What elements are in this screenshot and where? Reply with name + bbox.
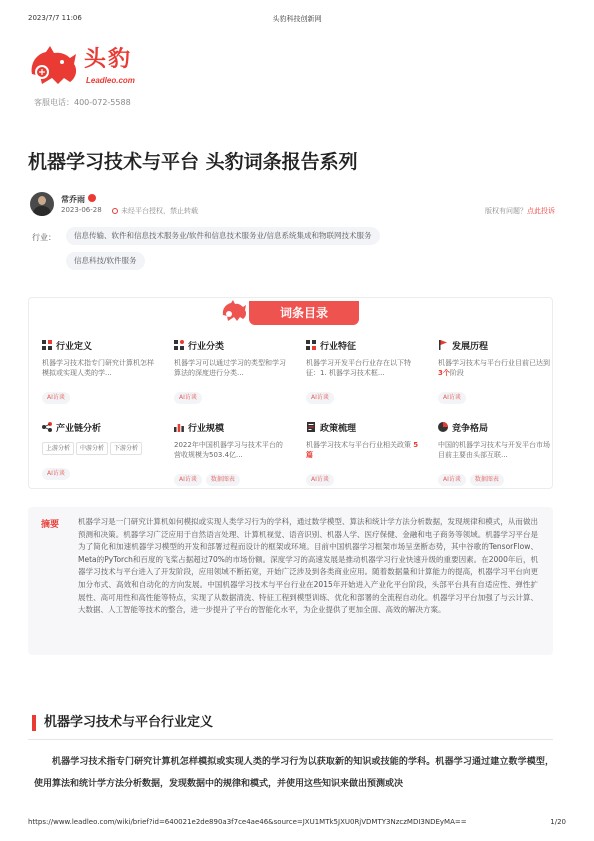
toc-card-title: 竞争格局 — [452, 424, 489, 434]
data-chart-chip[interactable]: 数据图表 — [470, 474, 504, 486]
toc-card-title: 发展历程 — [452, 342, 489, 352]
leopard-logo-icon — [221, 299, 247, 323]
chain-icon — [42, 422, 52, 432]
bar-chart-icon — [174, 422, 184, 432]
ai-interview-chip[interactable]: AI访谈 — [174, 392, 202, 404]
ai-interview-chip[interactable]: AI访谈 — [42, 392, 70, 404]
copyright-notice-text: 未经平台授权，禁止转载 — [121, 207, 198, 215]
leopard-logo-icon — [28, 44, 80, 88]
downstream-analysis-chip[interactable]: 下游分析 — [110, 442, 142, 455]
copyright-notice — [112, 206, 198, 216]
industry-label: 行业： — [32, 233, 56, 242]
pie-chart-icon — [438, 422, 448, 432]
toc-card-desc: 机器学习开发平台行业存在以下特征：1. 机器学习技术框... — [306, 359, 411, 377]
abstract-box — [28, 507, 553, 655]
toc-card-market-size[interactable] — [174, 422, 289, 486]
page-number: 1/20 — [550, 818, 566, 826]
toc-card-desc: 机器学习可以通过学习的类型和学习算法的深度进行分类... — [174, 359, 286, 377]
midstream-analysis-chip[interactable]: 中游分析 — [76, 442, 108, 455]
abstract-text: 机器学习是一门研究计算机如何模拟或实现人类学习行为的学科，通过数学模型、算法和统计学方法分析数据，发现规律和模式，从而做出预测和决策。机器学习广泛应用于自然语言处理、计算机视觉、语音识别、机器人学、医疗保健、金融和电子商务等领域。机器学习平台是为了简化和加速机器学习模型的开发和部署过程而设计的框架或环境。目前中国机器学习框架市场呈垄断态势，其中谷歌的TensorFlow、Meta的PyTorch和百度的飞桨占据超过70%的市场份额。深度学习的高速发展是推动机器学习行业快速升级的重要因素。在2000年后，机器学习技术与平台进入了开发阶段，应用领域不断拓宽，开始广泛涉及到各类商业应用。随着数据量和计算能力的提高，机器学习平台向更加分布式、高效和自动化的方向发展。中国机器学习技术与平台行业在2015年开始进入产业化平台阶段，头部平台具有自适应性、弹性扩展性、高可用性和高性能等特点，实现了从数据清洗、特征工程到模型训练、优化和部署的全流程自动化。机器学习平台加强了与云计算、大数据、人工智能等技术的整合，进一步提升了平台的智能化水平，为企业提供了更加全面、高效的解决方案。 — [78, 517, 538, 615]
ai-interview-chip[interactable]: AI访谈 — [174, 474, 202, 486]
print-header — [28, 14, 566, 26]
toc-card-title: 产业链分析 — [56, 424, 102, 434]
category-icon — [174, 340, 184, 350]
warning-icon — [112, 208, 118, 214]
ai-interview-chip[interactable]: AI访谈 — [306, 392, 334, 404]
toc-card-title: 行业分类 — [188, 342, 225, 352]
author-badge-icon — [88, 194, 96, 202]
section-body-text: 机器学习技术指专门研究计算机怎样模拟或实现人类的学习行为以获取新的知识或技能的学科。机器学习通过建立数学模型，使用算法和统计学方法分析数据，发现数据中的规律和模式，并使用这些知识来做出预测或决 — [34, 757, 554, 789]
toc-card-desc: 机器学习技术与平台行业相关政策 5篇 — [306, 441, 419, 459]
toc-card-desc: 中国的机器学习技术与开发平台市场目前主要由头部互联... — [438, 441, 550, 459]
toc-card-history[interactable] — [438, 340, 553, 404]
industry-tag[interactable]: 信息传输、软件和信息技术服务业/软件和信息技术服务业/信息系统集成和物联网技术服务 — [66, 227, 380, 245]
print-url: https://www.leadleo.com/wiki/brief?id=640021e2de890a3f7ce4ae46&source=JXU1MTk5JXU0RjVDMTY3NzczMDI3NDEyMA== — [28, 818, 467, 826]
abstract-label: 摘要 — [41, 520, 60, 530]
industry-tag[interactable]: 信息科技/软件服务 — [66, 252, 145, 270]
toc-card-title: 行业定义 — [56, 342, 93, 352]
toc-card-subchips — [42, 442, 157, 455]
logo-domain-text: Leadleo.com — [86, 76, 135, 85]
toc-card-classification[interactable] — [174, 340, 289, 404]
data-chart-chip[interactable]: 数据图表 — [206, 474, 240, 486]
print-site-name: 头豹科技创新网 — [272, 15, 322, 23]
toc-card-definition[interactable] — [42, 340, 157, 404]
author-name[interactable]: 常乔雨 — [61, 195, 85, 204]
publish-date: 2023-06-28 — [61, 206, 102, 214]
toc-card-policy[interactable] — [306, 422, 421, 486]
page-title: 机器学习技术与平台 头豹词条报告系列 — [28, 151, 358, 173]
ai-interview-chip[interactable]: AI访谈 — [438, 392, 466, 404]
flag-icon — [438, 340, 448, 350]
ai-interview-chip[interactable]: AI访谈 — [306, 474, 334, 486]
logo-brand-text: 头豹 — [84, 47, 133, 72]
rights-question: 版权有问题？ — [485, 207, 527, 215]
toc-card-title: 政策梳理 — [320, 424, 357, 434]
upstream-analysis-chip[interactable]: 上游分析 — [42, 442, 74, 455]
toc-title: 词条目录 — [279, 306, 328, 320]
author-avatar[interactable] — [30, 192, 54, 216]
section-accent-bar — [32, 715, 36, 731]
toc-card-desc: 机器学习技术指专门研究计算机怎样模拟或实现人类的学... — [42, 359, 154, 377]
toc-card-competition[interactable] — [438, 422, 553, 486]
grid-icon — [42, 340, 52, 350]
feature-icon — [306, 340, 316, 350]
toc-card-desc: 机器学习技术与平台行业目前已达到 3个阶段 — [438, 359, 550, 377]
section-title: 机器学习技术与平台行业定义 — [44, 715, 214, 730]
ai-interview-chip[interactable]: AI访谈 — [438, 474, 466, 486]
toc-card-title: 行业规模 — [188, 424, 225, 434]
customer-hotline: 客服电话：400-072-5588 — [34, 98, 131, 107]
print-datetime: 2023/7/7 11:06 — [28, 14, 82, 22]
rights-complaint — [485, 206, 555, 216]
toc-card-industry-chain[interactable] — [42, 422, 157, 480]
toc-header — [249, 301, 359, 325]
ai-interview-chip[interactable]: AI访谈 — [42, 468, 70, 480]
toc-card-desc: 2022年中国机器学习与技术平台的营收规模为503.4亿... — [174, 441, 283, 459]
toc-panel — [28, 297, 553, 489]
complaint-link[interactable]: 点此投诉 — [527, 207, 555, 215]
document-icon — [306, 422, 316, 432]
toc-card-title: 行业特征 — [320, 342, 357, 352]
toc-card-features[interactable] — [306, 340, 421, 404]
section-divider — [28, 739, 553, 740]
leadleo-logo[interactable] — [28, 40, 158, 98]
